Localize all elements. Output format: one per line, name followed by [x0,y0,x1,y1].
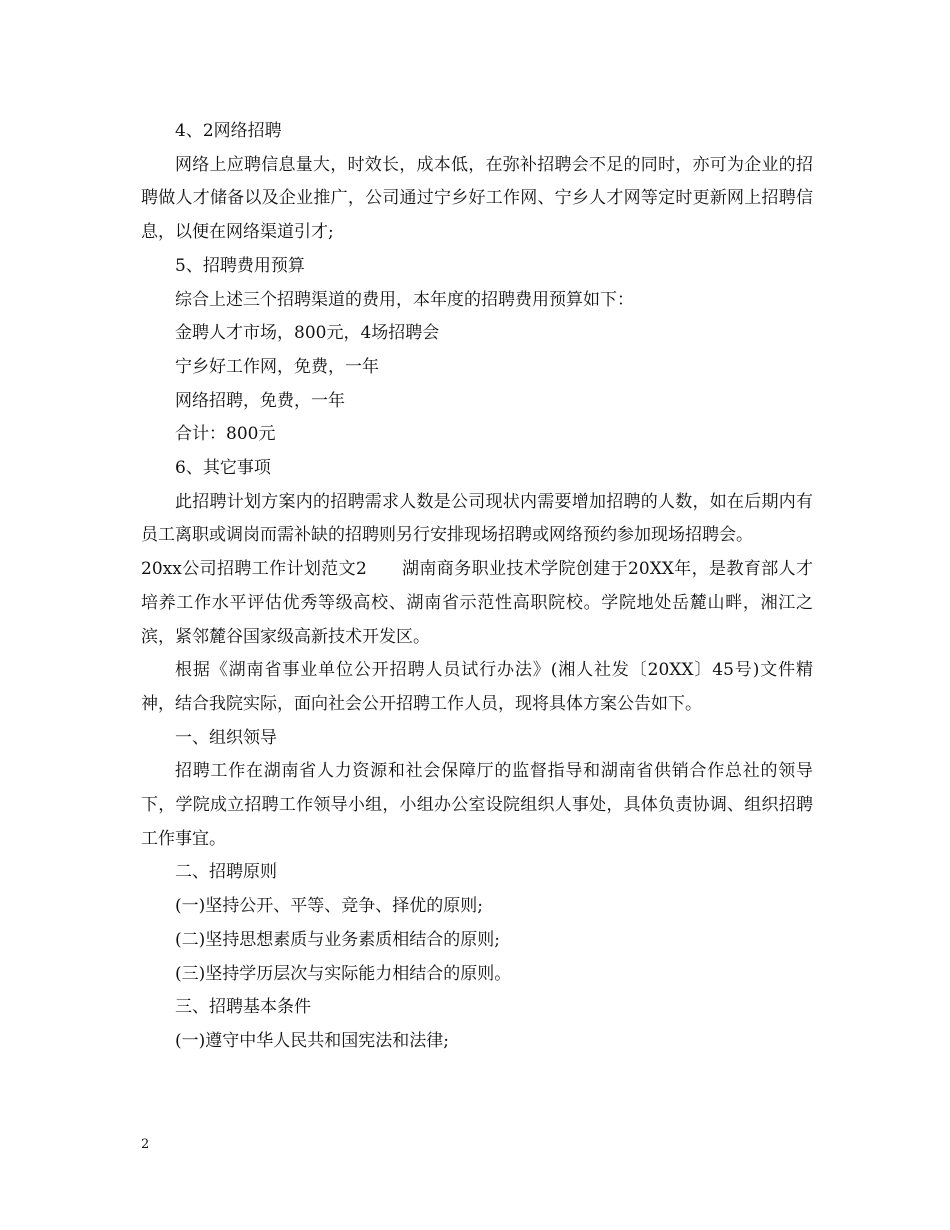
paragraph-sample-two-intro: 20xx公司招聘工作计划范文2 湖南商务职业技术学院创建于20XX年，是教育部人才培养工作水平评估优秀等级高校、湖南省示范性高职院校。学院地处岳麓山畔，湘江之滨，紧邻麓谷国家级高新技术开发区。 [141,559,813,647]
section-heading-budget: 5、招聘费用预算 [175,255,305,276]
principle-item-2: (二)坚持思想素质与业务素质相结合的原则; [175,929,500,950]
page-number: 2 [141,1137,150,1152]
budget-item-talent-market: 金聘人才市场，800元，4场招聘会 [175,323,440,344]
section-heading-principles: 二、招聘原则 [175,862,277,883]
paragraph-other-matters: 此招聘计划方案内的招聘需求人数是公司现状内需要增加招聘的人数，如在后期内有员工离职或调岗而需补缺的招聘则另行安排现场招聘或网络预约参加现场招聘会。 [141,491,813,546]
paragraph-network-recruiting: 网络上应聘信息量大，时效长，成本低，在弥补招聘会不足的同时，亦可为企业的招聘做人才储备以及企业推广，公司通过宁乡好工作网、宁乡人才网等定时更新网上招聘信息，以便在网络渠道引才; [141,154,813,243]
principle-item-3: (三)坚持学历层次与实际能力相结合的原则。 [175,963,512,984]
paragraph-budget-intro: 综合上述三个招聘渠道的费用，本年度的招聘费用预算如下： [175,289,634,310]
paragraph-organization: 招聘工作在湖南省人力资源和社会保障厅的监督指导和湖南省供销合作总社的领导下，学院成立招聘工作领导小组，小组办公室设院组织人事处，具体负责协调、组织招聘工作事宜。 [141,761,813,849]
budget-total: 合计：800元 [175,424,276,445]
principle-item-1: (一)坚持公开、平等、竞争、择优的原则; [175,896,483,917]
section-heading-basic-conditions: 三、招聘基本条件 [175,997,311,1018]
paragraph-policy-basis: 根据《湖南省事业单位公开招聘人员试行办法》(湘人社发〔20XX〕45号)文件精神，结合我院实际，面向社会公开招聘工作人员，现将具体方案公告如下。 [141,660,813,714]
document-body [141,115,813,1059]
budget-item-online-recruiting: 网络招聘，免费，一年 [175,390,345,411]
budget-item-ningxiang-job-site: 宁乡好工作网，免费，一年 [175,356,379,377]
condition-item-1: (一)遵守中华人民共和国宪法和法律; [175,1030,449,1051]
section-heading-network-recruiting: 4、2网络招聘 [175,121,282,141]
section-heading-organization: 一、组织领导 [175,727,277,748]
section-heading-other-matters: 6、其它事项 [175,458,271,479]
